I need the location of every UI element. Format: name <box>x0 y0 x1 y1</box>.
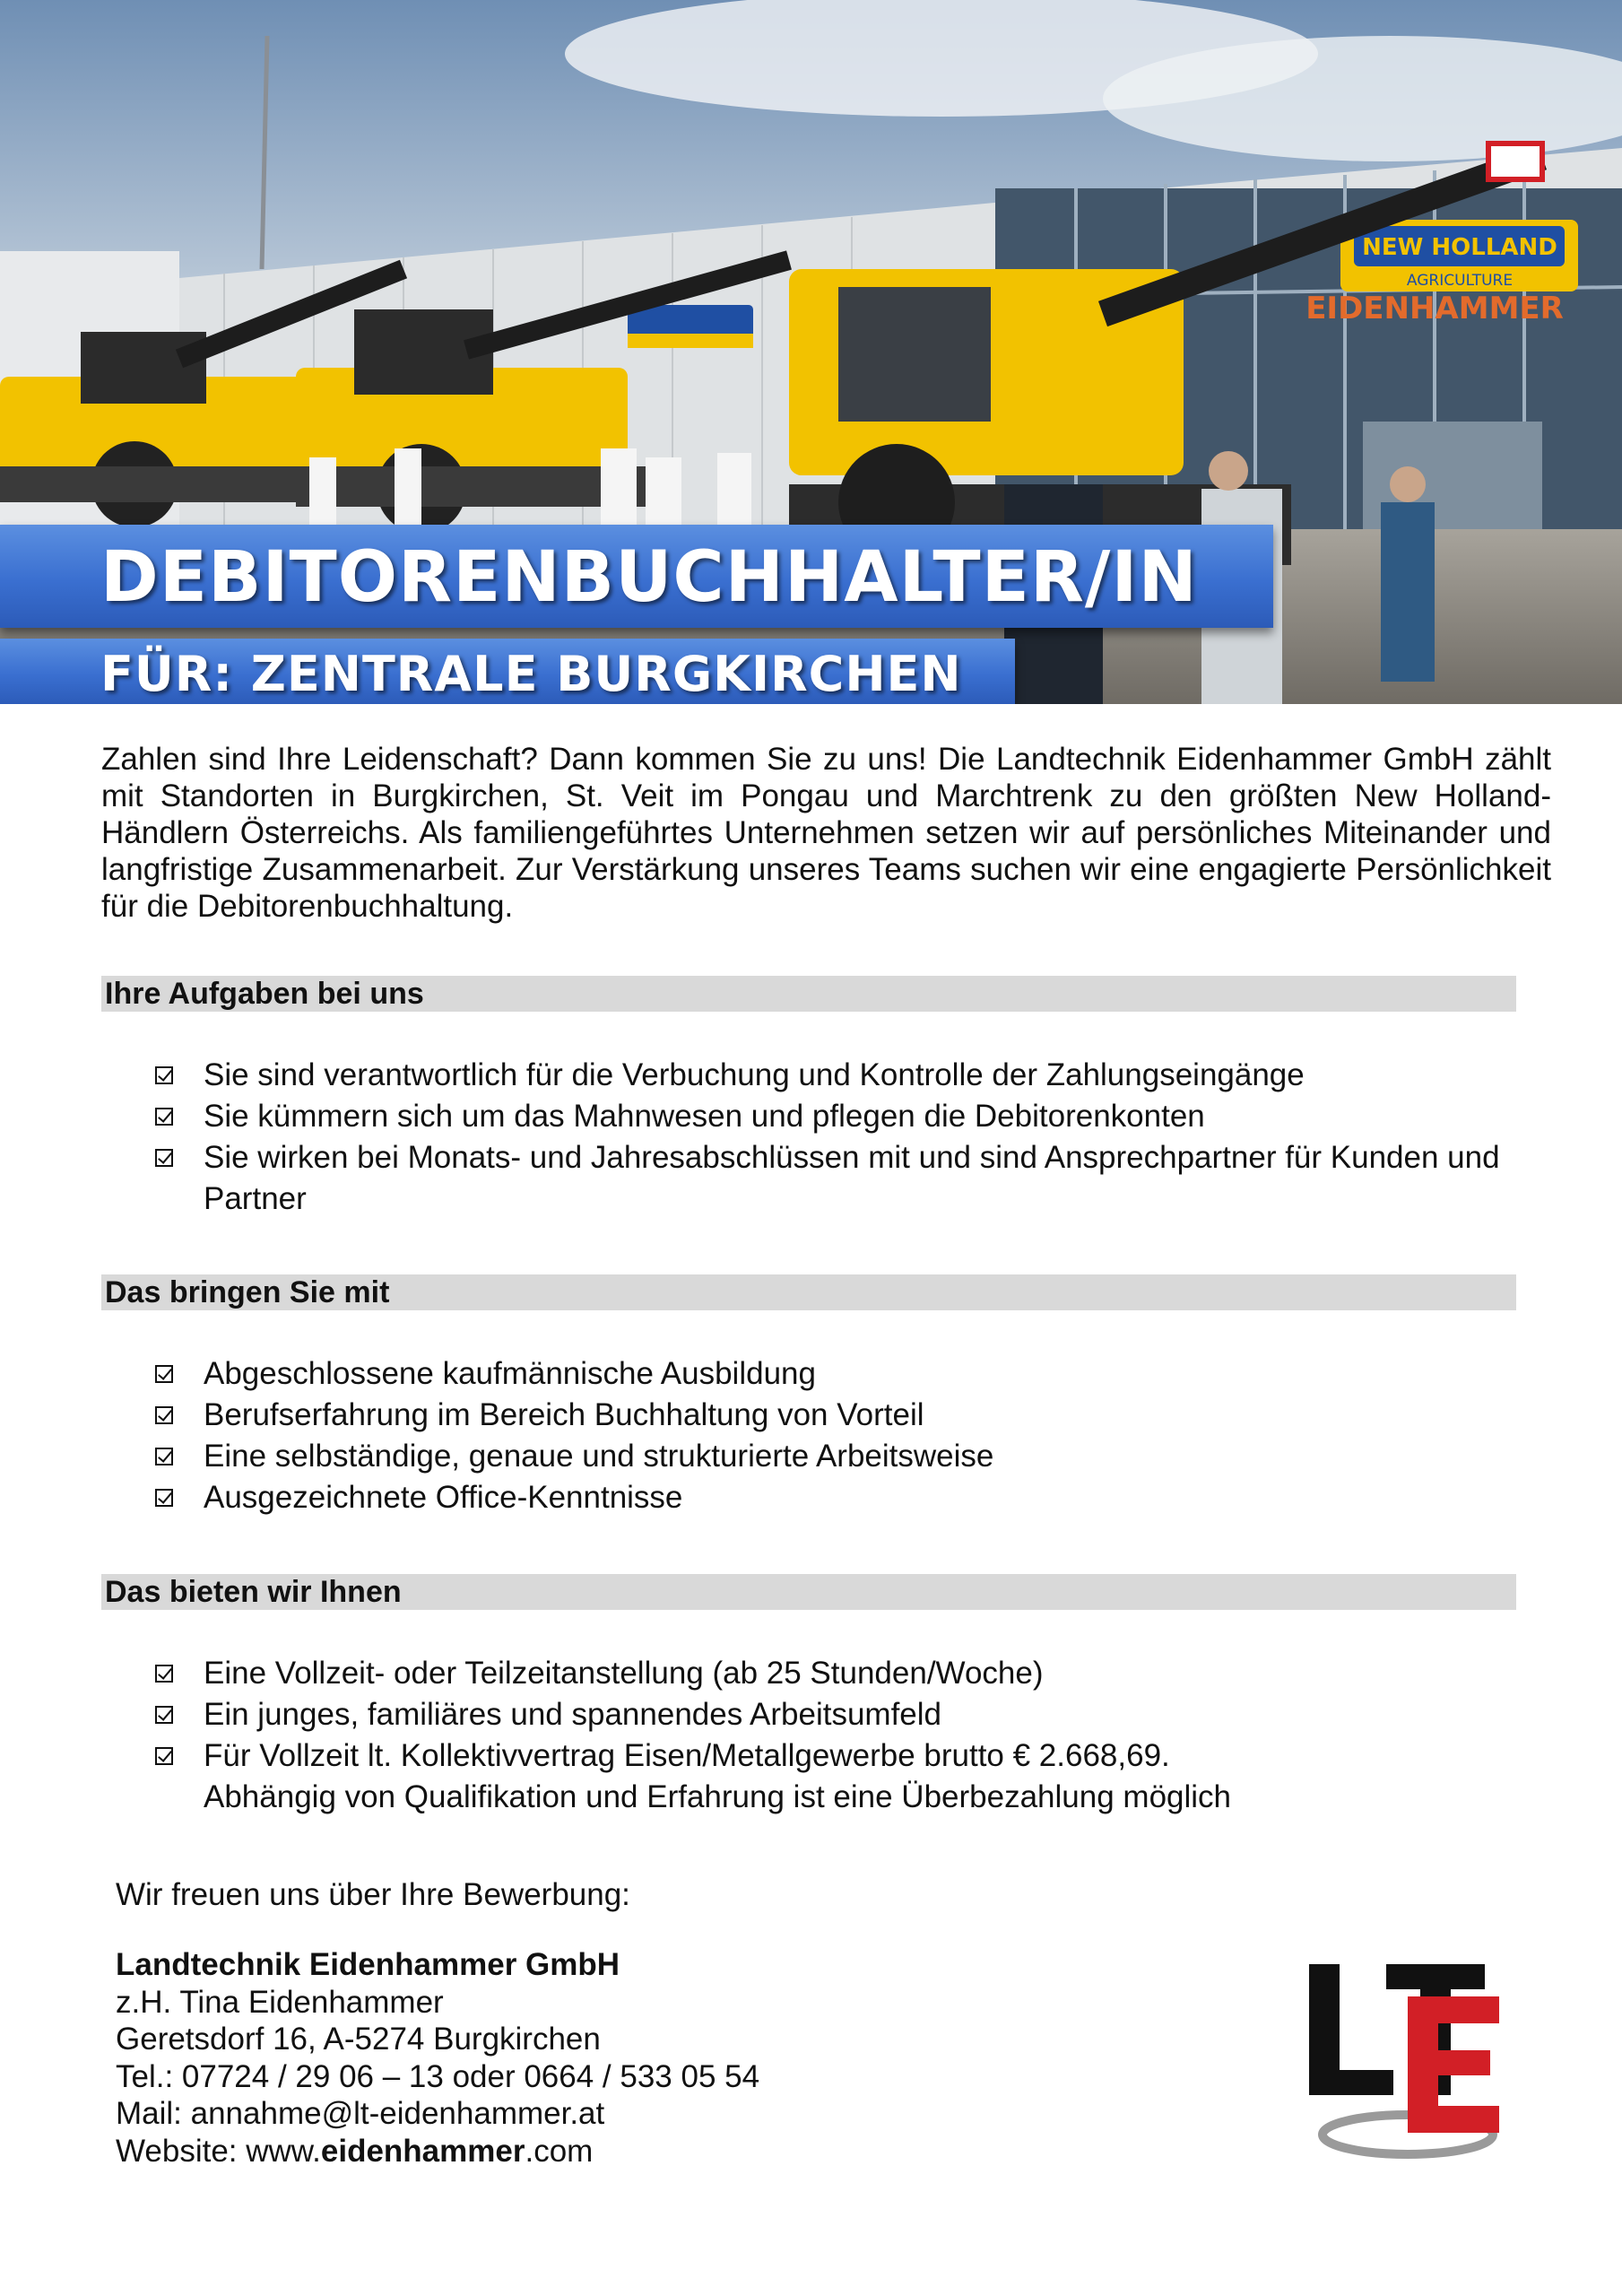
list-item: Ausgezeichnete Office-Kenntnisse <box>155 1477 1554 1518</box>
job-location: FÜR: ZENTRALE BURGKIRCHEN <box>100 646 962 702</box>
list-item-continuation: Abhängig von Qualifikation und Erfahrung ist eine Überbezahlung möglich <box>204 1779 1232 1814</box>
section-heading-tasks: Ihre Aufgaben bei uns <box>101 976 1516 1012</box>
checkbox-icon <box>155 1108 173 1126</box>
title-banner <box>0 525 1273 628</box>
lte-logo <box>1300 1946 1506 2161</box>
job-title: DEBITORENBUCHHALTER/IN <box>100 537 1198 618</box>
contact-phone[interactable]: Tel.: 07724 / 29 06 – 13 oder 0664 / 533 05 54 <box>116 2058 760 2094</box>
list-item: Sie wirken bei Monats- und Jahresabschlüssen mit und sind Ansprechpartner für Kunden und Partner <box>155 1137 1554 1220</box>
requirements-list <box>155 1353 1554 1518</box>
subtitle-banner <box>0 639 1015 704</box>
list-item: Berufserfahrung im Bereich Buchhaltung von Vorteil <box>155 1395 1554 1436</box>
logo-letter-l <box>1309 1964 1393 2095</box>
logo-letter-e <box>1408 1996 1499 2133</box>
contact-address: Geretsdorf 16, A-5274 Burgkirchen <box>116 2022 601 2057</box>
checkbox-icon <box>155 1706 173 1724</box>
list-item: Sie kümmern sich um das Mahnwesen und pflegen die Debitorenkonten <box>155 1096 1554 1137</box>
list-item: Eine Vollzeit- oder Teilzeitanstellung (ab 25 Stunden/Woche) <box>155 1653 1554 1694</box>
checkbox-icon <box>155 1448 173 1465</box>
section-heading-requirements: Das bringen Sie mit <box>101 1274 1516 1310</box>
checkbox-icon <box>155 1489 173 1507</box>
company-name: Landtechnik Eidenhammer GmbH <box>116 1947 620 1982</box>
checkbox-icon <box>155 1747 173 1765</box>
intro-paragraph: Zahlen sind Ihre Leidenschaft? Dann kommen Sie zu uns! Die Landtechnik Eidenhammer GmbH zählt mit Standorten in Burgkirchen, St. Veit im Pongau und Marchtrenk zu den größten New Holland-Händlern Österreichs. Als familiengeführtes Unternehmen setzen wir auf persönliches Miteinander und langfristige Zusammenarbeit. Zur Verstärkung unseres Teams suchen wir eine engagierte Persönlichkeit für die Debitorenbuchhaltung. <box>101 742 1551 924</box>
checkbox-icon <box>155 1665 173 1683</box>
list-item: Für Vollzeit lt. Kollektivvertrag Eisen/Metallgewerbe brutto € 2.668,69. Abhängig von Qualifikation und Erfahrung ist eine Überbezahlung möglich <box>155 1735 1554 1818</box>
contact-website[interactable]: Website: www.eidenhammer.com <box>116 2133 594 2169</box>
sign-brand-sub: AGRICULTURE <box>1406 272 1514 290</box>
apply-text: Wir freuen uns über Ihre Bewerbung: <box>116 1877 630 1912</box>
sign-brand: NEW HOLLAND <box>1362 234 1557 261</box>
checkbox-icon <box>155 1066 173 1084</box>
checkbox-icon <box>155 1365 173 1383</box>
list-item: Eine selbständige, genaue und strukturierte Arbeitsweise <box>155 1436 1554 1477</box>
contact-mail[interactable]: Mail: annahme@lt-eidenhammer.at <box>116 2096 605 2131</box>
sign-dealer: EIDENHAMMER <box>1305 291 1564 326</box>
checkbox-icon <box>155 1149 173 1167</box>
offer-list <box>155 1653 1554 1818</box>
tasks-list <box>155 1055 1554 1220</box>
list-item: Sie sind verantwortlich für die Verbuchung und Kontrolle der Zahlungseingänge <box>155 1055 1554 1096</box>
list-item: Abgeschlossene kaufmännische Ausbildung <box>155 1353 1554 1395</box>
contact-block <box>116 1946 759 2170</box>
list-item: Ein junges, familiäres und spannendes Arbeitsumfeld <box>155 1694 1554 1735</box>
contact-person: z.H. Tina Eidenhammer <box>116 1984 444 2020</box>
hero-photo <box>0 0 1622 704</box>
checkbox-icon <box>155 1406 173 1424</box>
section-heading-offer: Das bieten wir Ihnen <box>101 1574 1516 1610</box>
